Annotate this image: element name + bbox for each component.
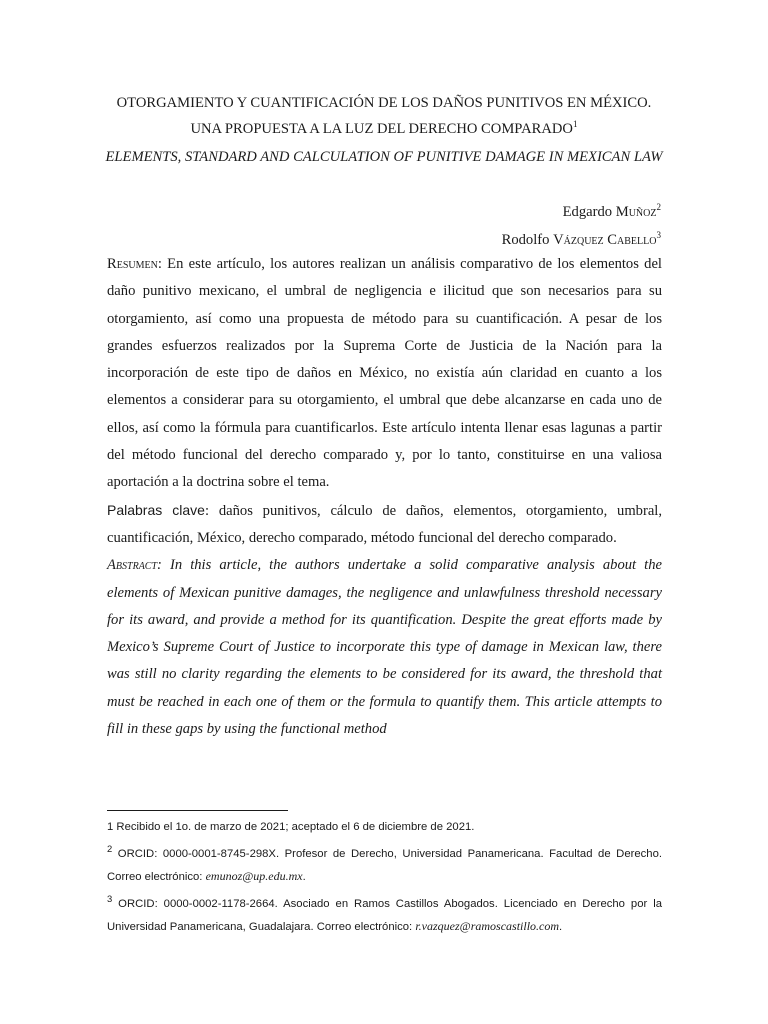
article-title-english: ELEMENTS, STANDARD AND CALCULATION OF PUNITIVE DAMAGE IN MEXICAN LAW xyxy=(105,149,663,165)
footnote-1 xyxy=(107,816,662,838)
resumen-text: En este artículo, los autores realizan un análisis comparativo de los elementos del daño punitivo mexicano, el umbral de negligencia e ilicitud que son necesarios para su otorgamiento, así como una propuesta de método para su cuantificación. A pesar de los grandes esfuerzos realizados por la Suprema Corte de Justicia de la Nación para la incorporación de este tipo de daños en México, no existía aún claridad en cuanto a los elementos a considerar para su otorgamiento, el umbral que debe alcanzarse en cada uno de ellos, así como la fórmula para cuantificarlos. Este artículo intenta llenar esas lagunas a partir del método funcional del derecho comparado y, por lo tanto, constituirse en una valiosa aportación a la doctrina sobre el tema. xyxy=(107,256,662,491)
article-body xyxy=(107,251,662,743)
abstract-label: Abstract: xyxy=(107,557,162,574)
abstract-text: In this article, the authors undertake a solid comparative analysis about the elements of Mexican punitive damages, the negligence and unlawfulness threshold necessary for its award, and provide a method for its quantification. Despite the great efforts made by Mexico’s Supreme Court of Justice to incorporate this type of damage in Mexican law, there was still no clarity regarding the elements to be considered for its award, the threshold that must be reached in each one of them or the formula to quantify them. This article attempts to fill in these gaps by using the functional method xyxy=(107,557,662,738)
footnote-text: ORCID: 0000-0002-1178-2664. Asociado en Ramos Castillos Abogados. Licenciado en Derecho por la Universidad Panamericana, Guadalajara. Correo electrónico: xyxy=(107,898,662,934)
footnote-text: Recibido el 1o. de marzo de 2021; aceptado el 6 de diciembre de 2021. xyxy=(113,821,475,833)
author-last-name: Muñoz xyxy=(615,204,657,220)
footnote-tail: . xyxy=(302,871,306,884)
author-2 xyxy=(502,226,661,254)
footnote-number: 1 xyxy=(107,821,114,833)
resumen-paragraph xyxy=(107,251,662,497)
article-title xyxy=(100,90,668,142)
footnote-3 xyxy=(107,888,662,938)
author-list xyxy=(502,198,661,254)
footnote-number: 3 xyxy=(107,893,113,905)
author-first-name: Rodolfo xyxy=(501,232,550,248)
footnote-divider xyxy=(107,810,288,811)
resumen-label: Resumen: xyxy=(107,256,162,272)
author-first-name: Edgardo xyxy=(562,204,613,220)
author-last-name: Vázquez Cabello xyxy=(553,232,657,248)
title-footnote-ref: 1 xyxy=(572,119,578,130)
footnote-number: 2 xyxy=(107,843,113,855)
footnote-tail: . xyxy=(559,921,563,934)
footnotes xyxy=(107,816,662,939)
keywords-paragraph xyxy=(107,497,662,553)
title-text: OTORGAMIENTO Y CUANTIFICACIÓN DE LOS DAÑOS PUNITIVOS EN MÉXICO. UNA PROPUESTA A LA LUZ DEL DERECHO COMPARADO xyxy=(116,95,652,137)
footnote-text: ORCID: 0000-0001-8745-298X. Profesor de Derecho, Universidad Panamericana. Facultad de Derecho. Correo electrónico: xyxy=(107,847,662,884)
abstract-paragraph xyxy=(107,552,662,743)
keywords-label: Palabras clave xyxy=(107,501,205,518)
email-link[interactable]: r.vazquez@ramoscastillo.com xyxy=(415,919,560,934)
email-link[interactable]: emunoz@up.edu.mx xyxy=(205,869,303,884)
author-footnote-ref: 2 xyxy=(656,202,661,213)
footnote-2 xyxy=(107,838,662,888)
author-footnote-ref: 3 xyxy=(656,230,661,241)
author-1 xyxy=(502,198,661,226)
keywords-text: : daños punitivos, cálculo de daños, elementos, otorgamiento, umbral, cuantificación, México, derecho comparado, método funcional del derecho comparado. xyxy=(107,502,663,546)
